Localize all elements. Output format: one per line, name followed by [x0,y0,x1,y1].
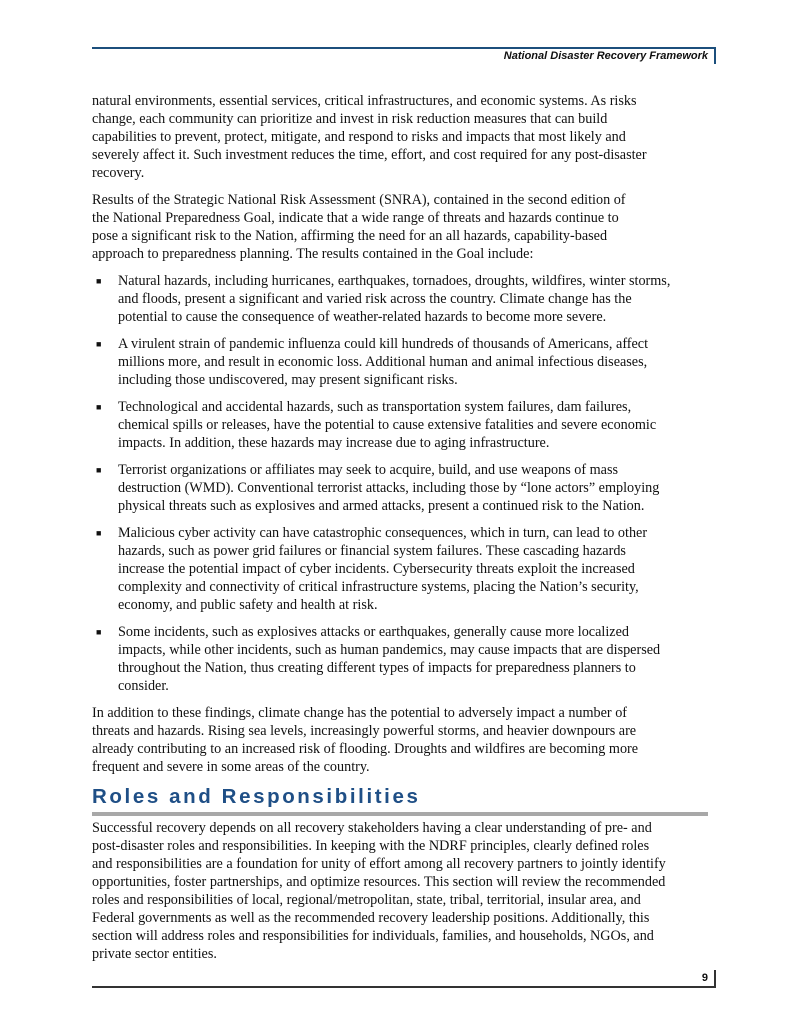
paragraph [92,191,722,263]
text-line: Successful recovery depends on all recovery stakeholders having a clear understanding of pre- and [92,820,652,836]
bullet-item [92,272,722,326]
bullet-item [92,524,722,614]
text-line: already contributing to an increased risk of flooding. Droughts and wildfires are becoming more [92,741,639,757]
text-line: pose a significant risk to the Nation, affirming the need for an all hazards, capability-based [92,228,608,244]
text-line: increase the potential impact of cyber incidents. Cybersecurity threats exploit the increased [118,561,635,577]
text-line: post-disaster roles and responsibilities. In keeping with the NDRF principles, clearly defined roles [92,838,650,854]
section-heading: Roles and Responsibilities [92,785,421,808]
bullet-item [92,461,722,515]
text-line: A virulent strain of pandemic influenza could kill hundreds of thousands of Americans, affect [118,336,649,352]
text-line: physical threats such as explosives and armed attacks, present a continued risk to the Nation. [118,498,645,514]
document-body [92,92,722,972]
bullet-square-icon: ■ [96,627,102,637]
footer-rule-tick [714,970,716,987]
page-number: 9 [701,972,708,984]
text-line: throughout the Nation, thus creating different types of impacts for preparedness planners to [118,660,636,676]
text-line: potential to cause the consequence of weather-related hazards to become more severe. [118,309,607,325]
text-line: section will address roles and responsibilities for individuals, families, and households, NGOs, and [92,928,654,944]
text-line: consider. [118,678,169,694]
heading-rule [92,812,708,816]
text-line: recovery. [92,165,145,181]
text-line: private sector entities. [92,946,217,962]
text-line: natural environments, essential services, critical infrastructures, and economic systems. As risks [92,93,637,109]
text-line: Terrorist organizations or affiliates may seek to acquire, build, and use weapons of mass [118,462,619,478]
text-line: the National Preparedness Goal, indicate that a wide range of threats and hazards continue to [92,210,619,226]
text-line: Malicious cyber activity can have catastrophic consequences, which in turn, can lead to other [118,525,648,541]
paragraph [92,92,722,182]
bullet-square-icon: ■ [96,465,102,475]
text-line: chemical spills or releases, have the potential to cause extensive fatalities and severe economic [118,417,657,433]
paragraph [92,704,722,776]
text-line: and responsibilities are a foundation for unity of effort among all recovery partners to jointly identify [92,856,666,872]
text-line: Federal governments as well as the recommended recovery leadership positions. Additionally, this [92,910,650,926]
text-line: destruction (WMD). Conventional terrorist attacks, including those by “lone actors” employing [118,480,660,496]
text-line: Natural hazards, including hurricanes, earthquakes, tornadoes, droughts, wildfires, winter storms, [118,273,671,289]
text-line: complexity and connectivity of critical infrastructure systems, placing the Nation’s security, [118,579,639,595]
text-line: In addition to these findings, climate change has the potential to adversely impact a number of [92,705,628,721]
bullet-square-icon: ■ [96,528,102,538]
text-line: capabilities to prevent, protect, mitigate, and respond to risks and impacts that most likely and [92,129,626,145]
text-line: impacts, while other incidents, such as human pandemics, may cause impacts that are dispersed [118,642,661,658]
text-line: millions more, and result in economic loss. Additional human and animal infectious diseases, [118,354,648,370]
text-line: impacts. In addition, these hazards may increase due to aging infrastructure. [118,435,550,451]
text-line: hazards, such as power grid failures or financial system failures. These cascading hazards [118,543,626,559]
bullet-square-icon: ■ [96,276,102,286]
text-line: change, each community can prioritize and invest in risk reduction measures that can build [92,111,608,127]
header-rule [92,47,715,49]
text-line: Some incidents, such as explosives attacks or earthquakes, generally cause more localized [118,624,629,640]
text-line: severely affect it. Such investment reduces the time, effort, and cost required for any post-disaster [92,147,647,163]
running-header-title: National Disaster Recovery Framework [503,50,708,62]
text-line: including those undiscovered, may present significant risks. [118,372,458,388]
footer-rule [92,986,716,988]
text-line: threats and hazards. Rising sea levels, increasingly powerful storms, and heavier downpours are [92,723,637,739]
text-line: roles and responsibilities of local, regional/metropolitan, state, tribal, territorial, insular area, and [92,892,641,908]
header-rule-tick [714,47,716,64]
text-line: frequent and severe in some areas of the country. [92,759,370,775]
text-line: and floods, present a significant and varied risk across the country. Climate change has the [118,291,632,307]
text-line: approach to preparedness planning. The results contained in the Goal include: [92,246,534,262]
bullet-square-icon: ■ [96,339,102,349]
bullet-square-icon: ■ [96,402,102,412]
bullet-item [92,335,722,389]
text-line: Results of the Strategic National Risk Assessment (SNRA), contained in the second edition of [92,192,626,208]
text-line: Technological and accidental hazards, such as transportation system failures, dam failures, [118,399,632,415]
text-line: opportunities, foster partnerships, and optimize resources. This section will review the recommended [92,874,666,890]
paragraph [92,819,722,963]
bullet-item [92,623,722,695]
bullet-item [92,398,722,452]
text-line: economy, and public safety and health at risk. [118,597,378,613]
